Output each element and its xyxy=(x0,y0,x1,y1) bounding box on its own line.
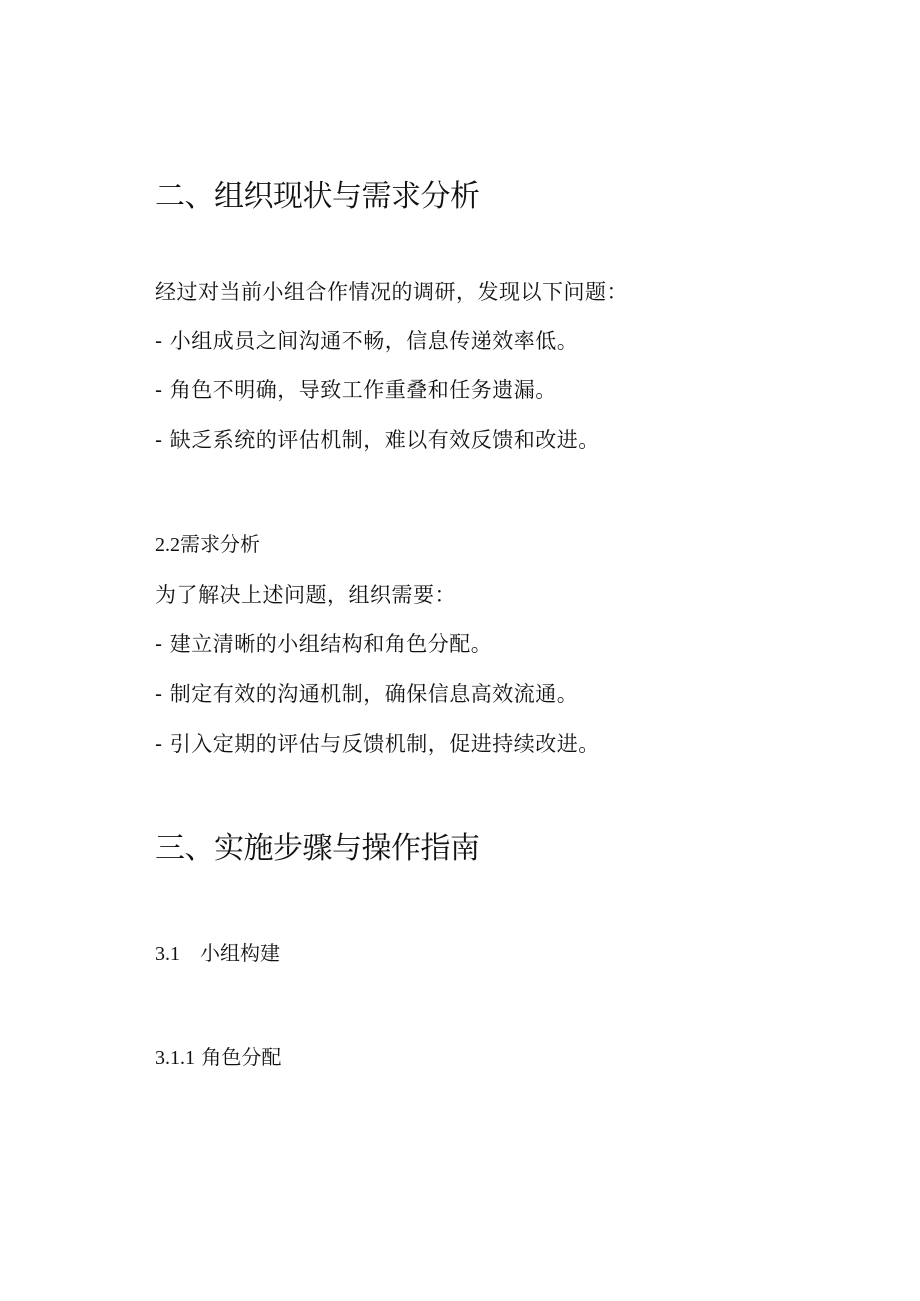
survey-intro-text: 经过对当前小组合作情况的调研，发现以下问题： xyxy=(155,280,628,304)
problem-item-1: - 小组成员之间沟通不畅，信息传递效率低。 xyxy=(155,329,579,353)
problem-item-3: - 缺乏系统的评估机制，难以有效反馈和改进。 xyxy=(155,428,600,452)
subsection-3-1-1-number: 3.1.1 xyxy=(155,1047,195,1069)
need-item-2: - 制定有效的沟通机制，确保信息高效流通。 xyxy=(155,682,579,706)
subsection-2-2-title: 需求分析 xyxy=(180,532,260,556)
subsection-2-2-heading xyxy=(155,534,260,555)
subsection-3-1-1-heading xyxy=(155,1047,281,1068)
subsection-3-1-heading xyxy=(155,943,280,964)
need-item-3: - 引入定期的评估与反馈机制，促进持续改进。 xyxy=(155,732,600,756)
section-2-heading: 二、组织现状与需求分析 xyxy=(155,179,480,214)
subsection-3-1-number: 3.1 xyxy=(155,943,180,965)
subsection-3-1-title: 小组构建 xyxy=(200,941,280,965)
subsection-2-2-number: 2.2 xyxy=(155,534,180,556)
need-item-1: - 建立清晰的小组结构和角色分配。 xyxy=(155,632,493,656)
section-3-heading: 三、实施步骤与操作指南 xyxy=(155,831,480,866)
subsection-3-1-1-title: 角色分配 xyxy=(201,1045,282,1069)
needs-intro-text: 为了解决上述问题，组织需要： xyxy=(155,583,456,607)
problem-item-2: - 角色不明确，导致工作重叠和任务遗漏。 xyxy=(155,378,557,402)
